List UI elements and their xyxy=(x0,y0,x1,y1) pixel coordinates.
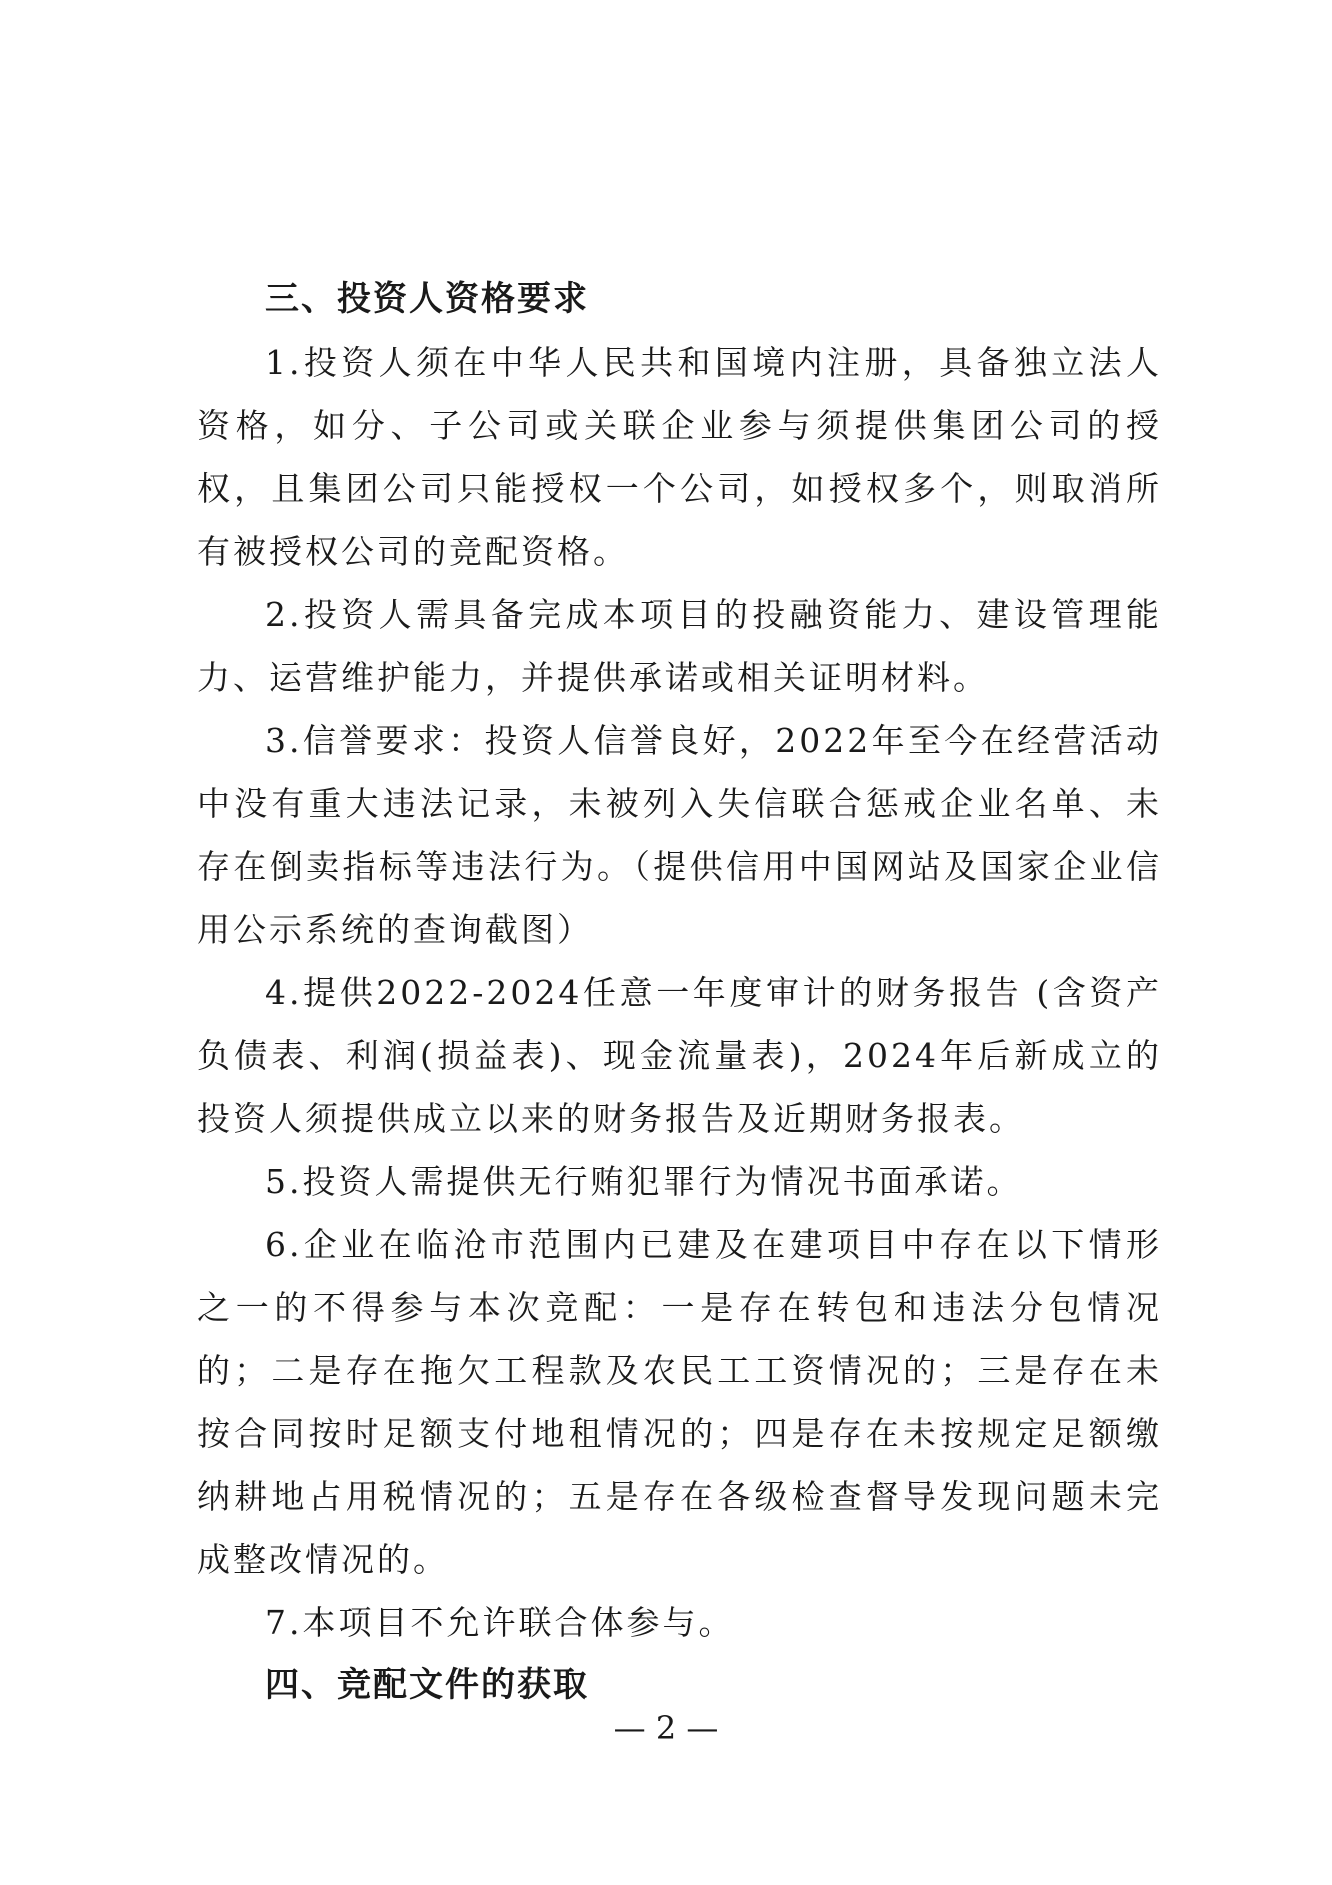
requirement-item-7: 7.本项目不允许联合体参与。 xyxy=(265,1603,735,1642)
requirement-item-1: 1.投资人须在中华人民共和国境内注册，具备独立法人资格，如分、子公司或关联企业参与须提供集团公司的授权，且集团公司只能授权一个公司，如授权多个，则取消所有被授权公司的竞配资格。 xyxy=(197,343,1162,571)
page-number: — 2 — xyxy=(613,1709,719,1747)
document-body xyxy=(197,268,1162,1717)
section-3-heading: 三、投资人资格要求 xyxy=(265,279,589,319)
section-4-heading: 四、竞配文件的获取 xyxy=(265,1665,589,1705)
requirement-item-3: 3.信誉要求：投资人信誉良好，2022年至今在经营活动中没有重大违法记录，未被列入失信联合惩戒企业名单、未存在倒卖指标等违法行为。（提供信用中国网站及国家企业信用公示系统的查询截图） xyxy=(197,721,1162,949)
requirement-item-2: 2.投资人需具备完成本项目的投融资能力、建设管理能力、运营维护能力，并提供承诺或相关证明材料。 xyxy=(197,595,1162,697)
requirement-item-5: 5.投资人需提供无行贿犯罪行为情况书面承诺。 xyxy=(265,1162,1023,1201)
requirement-item-4: 4.提供2022-2024任意一年度审计的财务报告 (含资产负债表、利润(损益表)、现金流量表)，2024年后新成立的投资人须提供成立以来的财务报告及近期财务报表。 xyxy=(197,973,1162,1138)
requirement-item-6: 6.企业在临沧市范围内已建及在建项目中存在以下情形之一的不得参与本次竞配：一是存在转包和违法分包情况的；二是存在拖欠工程款及农民工工资情况的；三是存在未按合同按时足额支付地租情况的；四是存在未按规定足额缴纳耕地占用税情况的；五是存在各级检查督导发现问题未完成整改情况的。 xyxy=(197,1225,1162,1579)
